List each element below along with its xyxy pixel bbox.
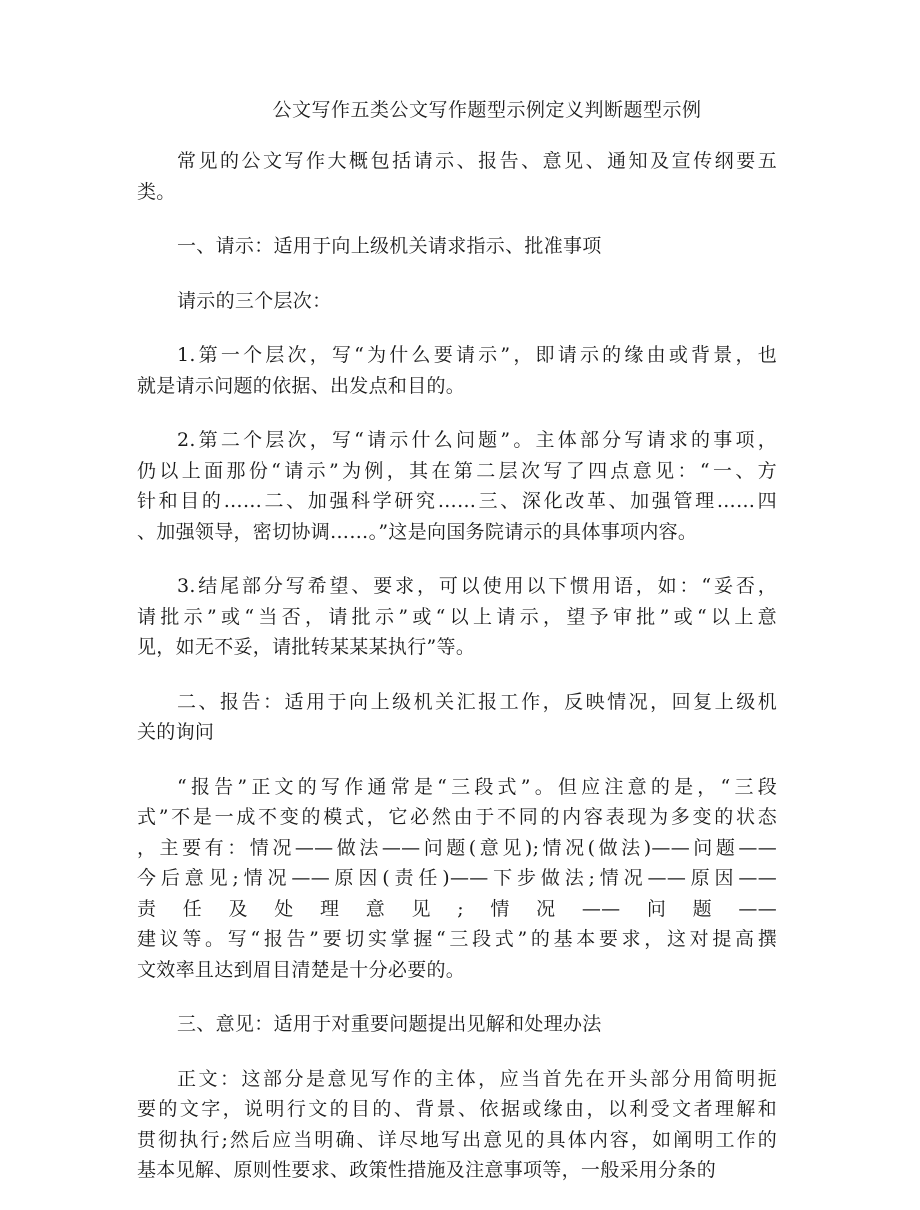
paragraph-line: 见，如无不妥，请批转某某某执行”等。 <box>137 636 476 658</box>
paragraph <box>137 231 777 262</box>
paragraph-line: “报告”正文的写作通常是“三段式”。但应注意的是，“三段 <box>177 775 777 798</box>
paragraph-line: 基本见解、原则性要求、政策性措施及注意事项等，一般采用分条的 <box>137 1159 717 1181</box>
document-body <box>137 146 777 1186</box>
paragraph <box>137 772 777 986</box>
paragraph-line: 就是请示问题的依据、出发点和目的。 <box>137 374 466 397</box>
paragraph-line: 3.结尾部分写希望、要求，可以使用以下惯用语，如：“妥否， <box>177 575 777 597</box>
paragraph-line: 责任及处理意见;情况——问题—— <box>137 897 777 920</box>
paragraph <box>137 687 777 748</box>
paragraph-line: 请示的三个层次： <box>177 289 332 312</box>
paragraph-line: 针和目的……二、加强科学研究……三、深化改革、加强管理……四 <box>137 490 777 512</box>
paragraph-line: 关的询问 <box>137 721 215 743</box>
paragraph-line: 、加强领导，密切协调……。”这是向国务院请示的具体事项内容。 <box>137 520 698 543</box>
paragraph-line: 一、请示：适用于向上级机关请求指示、批准事项 <box>177 235 602 257</box>
paragraph-line: 2.第二个层次，写“请示什么问题”。主体部分写请求的事项， <box>177 429 777 451</box>
paragraph-line: 类。 <box>137 180 176 203</box>
paragraph <box>137 571 777 663</box>
paragraph <box>137 1064 777 1186</box>
paragraph-line: 文效率且达到眉目清楚是十分必要的。 <box>137 958 466 981</box>
paragraph-line: 三、意见：适用于对重要问题提出见解和处理办法 <box>177 1013 602 1035</box>
paragraph-line: 今后意见;情况——原因(责任)——下步做法;情况——原因—— <box>137 867 777 889</box>
paragraph <box>137 1009 777 1040</box>
paragraph-line: 贯彻执行;然后应当明确、详尽地写出意见的具体内容，如阐明工作的 <box>137 1128 777 1151</box>
paragraph-line: 式”不是一成不变的模式，它必然由于不同的内容表现为多变的状态 <box>137 806 777 828</box>
paragraph <box>137 286 777 317</box>
paragraph-line: 常见的公文写作大概包括请示、报告、意见、通知及宣传纲要五 <box>177 150 777 172</box>
paragraph <box>137 425 777 547</box>
paragraph-line: 建议等。写“报告”要切实掌握“三段式”的基本要求，这对提高撰 <box>137 928 777 950</box>
paragraph-line: 1.第一个层次，写“为什么要请示”，即请示的缘由或背景，也 <box>177 344 777 366</box>
document-title: 公文写作五类公文写作题型示例定义判断题型示例 <box>272 99 702 121</box>
paragraph-line: 仍以上面那份“请示”为例，其在第二层次写了四点意见：“一、方 <box>137 459 777 482</box>
document-page <box>137 96 777 1210</box>
paragraph-line: 要的文字，说明行文的目的、背景、依据或缘由，以利受文者理解和 <box>137 1098 777 1120</box>
paragraph-line: 请批示”或“当否，请批示”或“以上请示，望予审批”或“以上意 <box>137 605 777 628</box>
paragraph-line: ，主要有：情况——做法——问题(意见);情况(做法)——问题—— <box>137 836 777 859</box>
paragraph <box>137 146 777 207</box>
paragraph-line: 正文：这部分是意见写作的主体，应当首先在开头部分用简明扼 <box>177 1067 777 1090</box>
paragraph <box>137 340 777 401</box>
paragraph-line: 二、报告：适用于向上级机关汇报工作，反映情况，回复上级机 <box>177 690 777 713</box>
